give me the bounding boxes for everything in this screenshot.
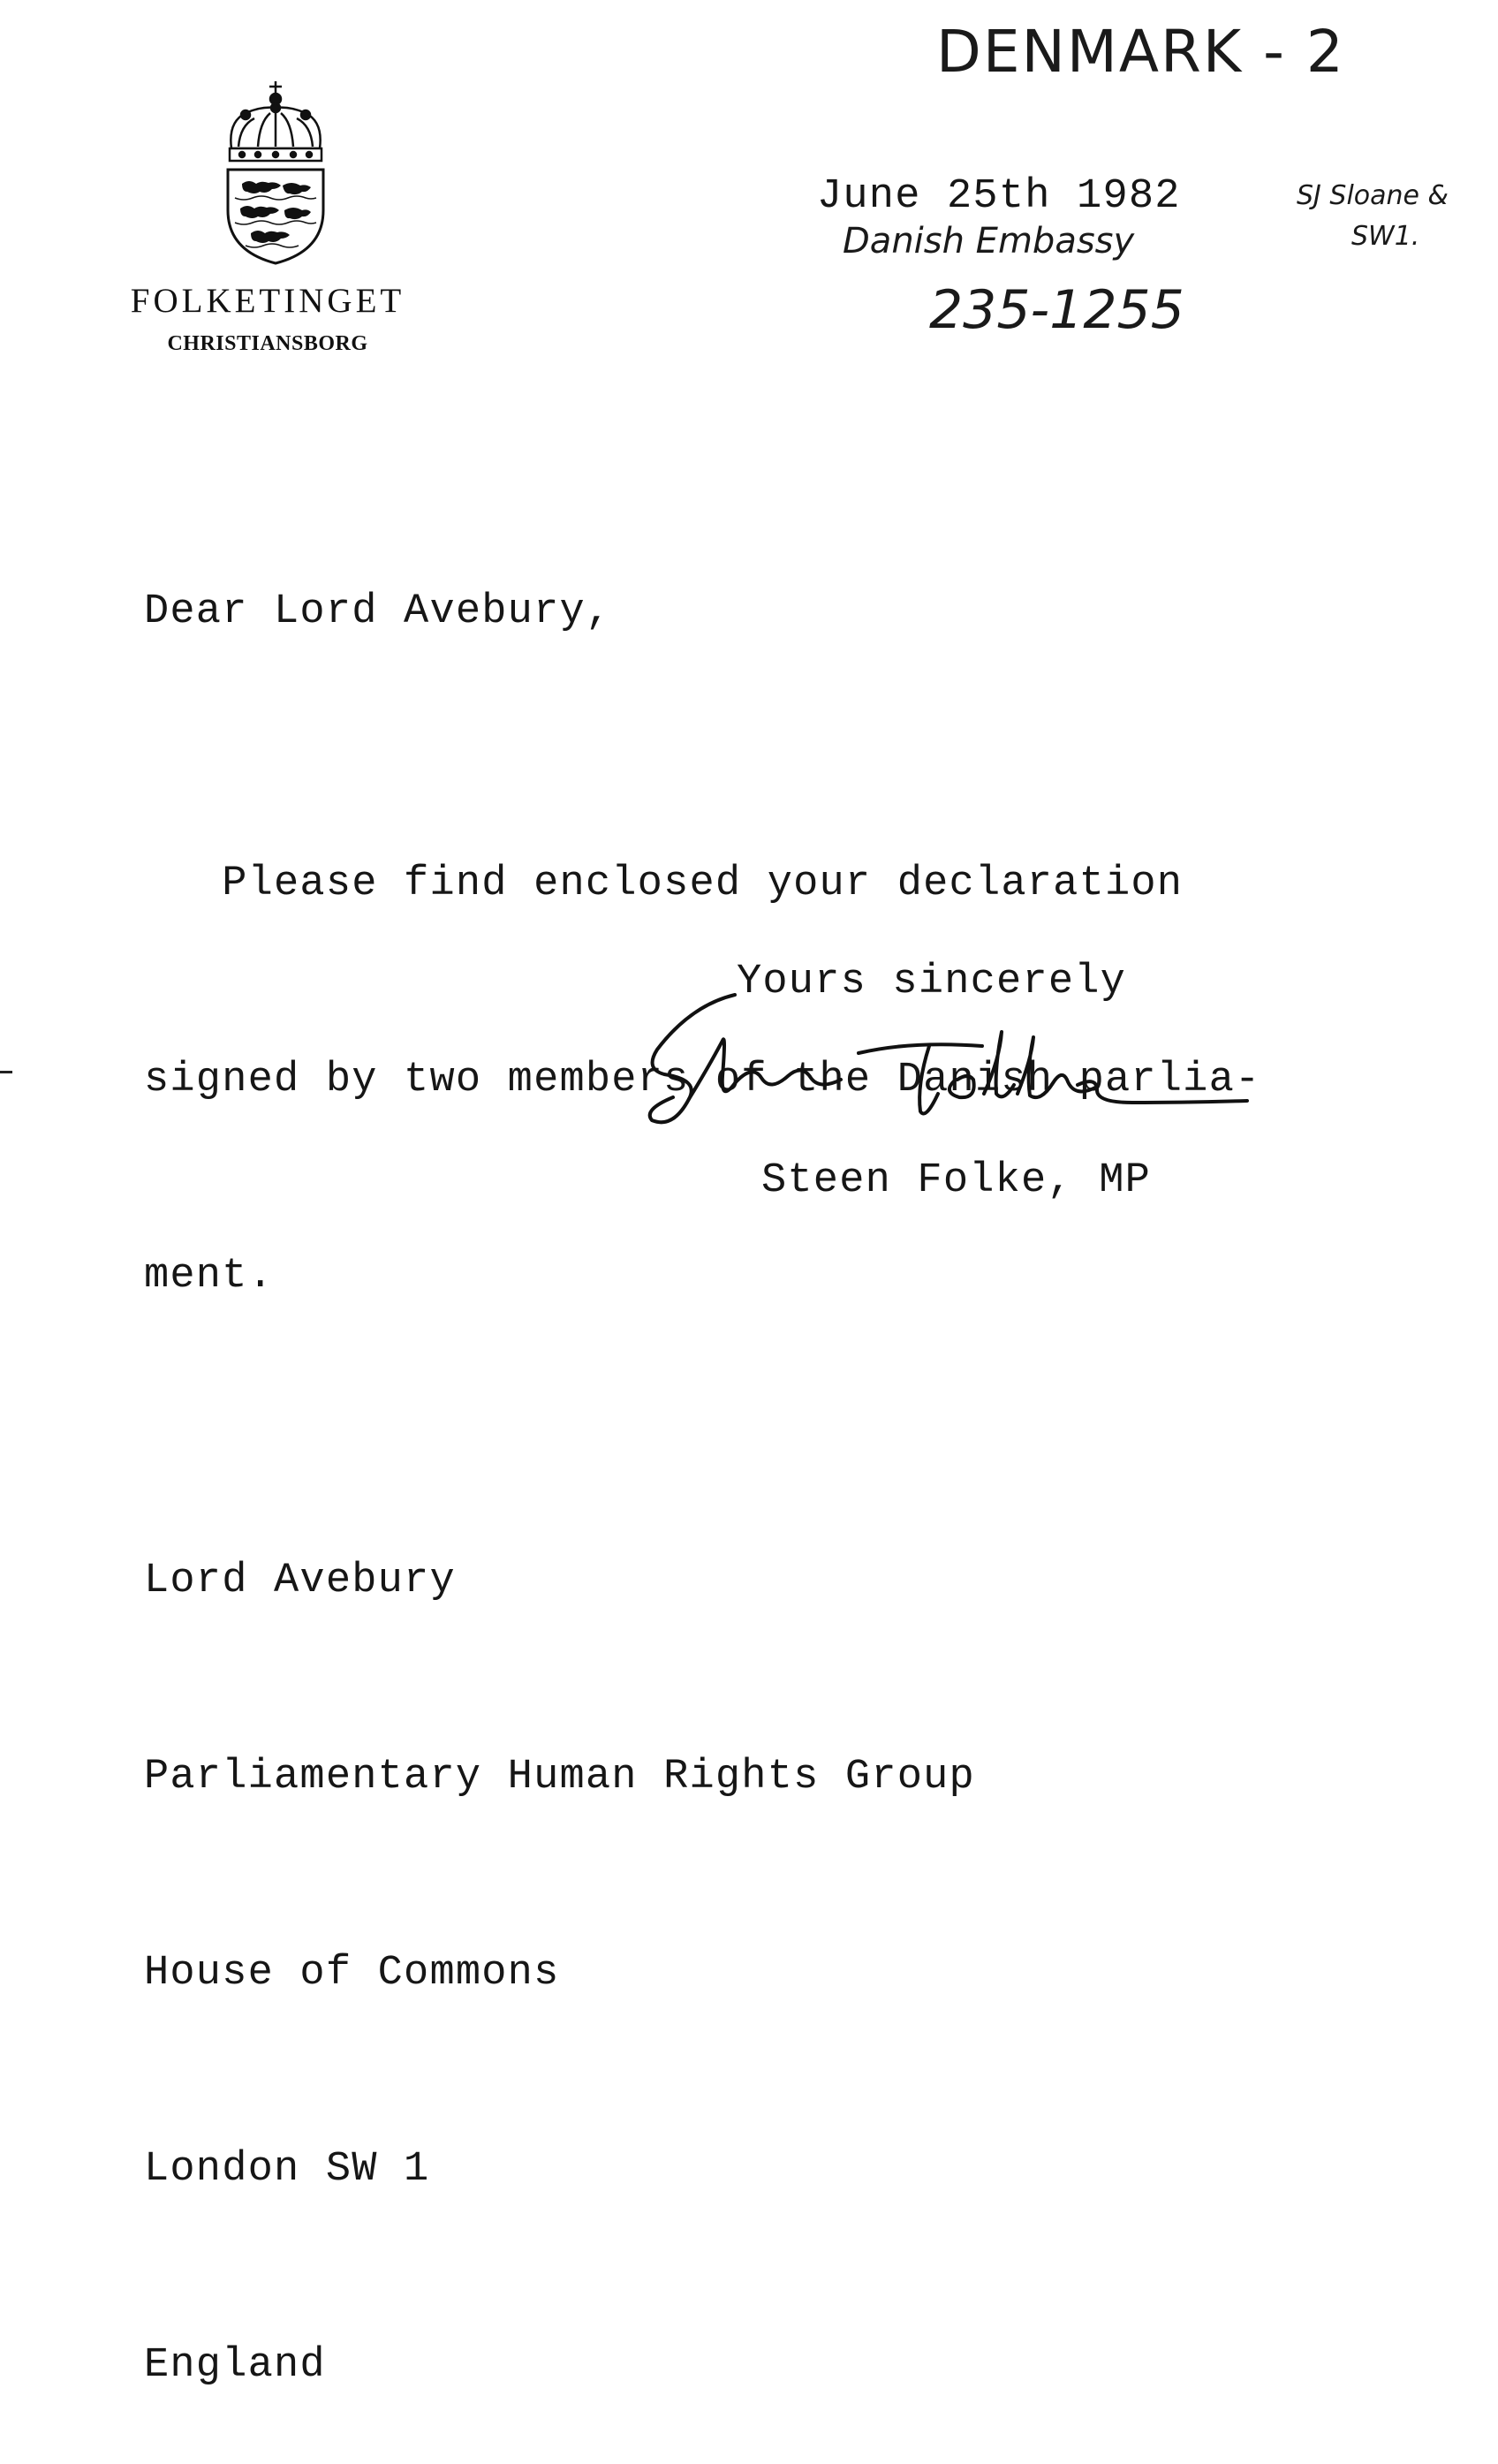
address-line: House of Commons: [144, 1950, 560, 1997]
handwritten-note-embassy: Danish Embassy: [843, 221, 1135, 262]
signer-name: Steen Folke, MP: [761, 1157, 1152, 1204]
handwritten-note-phone: 235-1255: [929, 279, 1184, 341]
address-line: Parliamentary Human Rights Group: [144, 1754, 975, 1801]
organization-location: CHRISTIANSBORG: [167, 332, 368, 355]
recipient-address: [144, 1418, 975, 2464]
fold-mark: [0, 1071, 12, 1073]
handwritten-note-postcode: SW1.: [1351, 221, 1420, 252]
letter-body-line: ment.: [144, 1253, 275, 1300]
danish-royal-crest-icon: [219, 78, 332, 267]
address-line: Lord Avebury: [144, 1558, 456, 1604]
handwritten-note-country: DENMARK - 2: [936, 18, 1345, 86]
address-line: London SW 1: [144, 2146, 430, 2193]
letter-body-line: signed by two members of the Danish parlia-: [144, 1057, 1261, 1103]
address-line: England: [144, 2342, 326, 2389]
letter-salutation: Dear Lord Avebury,: [144, 588, 612, 635]
handwritten-signature: [638, 988, 1256, 1147]
handwritten-note-contact: SJ Sloane &: [1297, 180, 1449, 211]
letter-closing: Yours sincerely: [737, 959, 1127, 1005]
organization-name: FOLKETINGET: [130, 282, 405, 320]
letter-body-line: Please find enclosed your declaration: [144, 861, 1184, 907]
letter-date: June 25th 1982: [817, 173, 1181, 220]
